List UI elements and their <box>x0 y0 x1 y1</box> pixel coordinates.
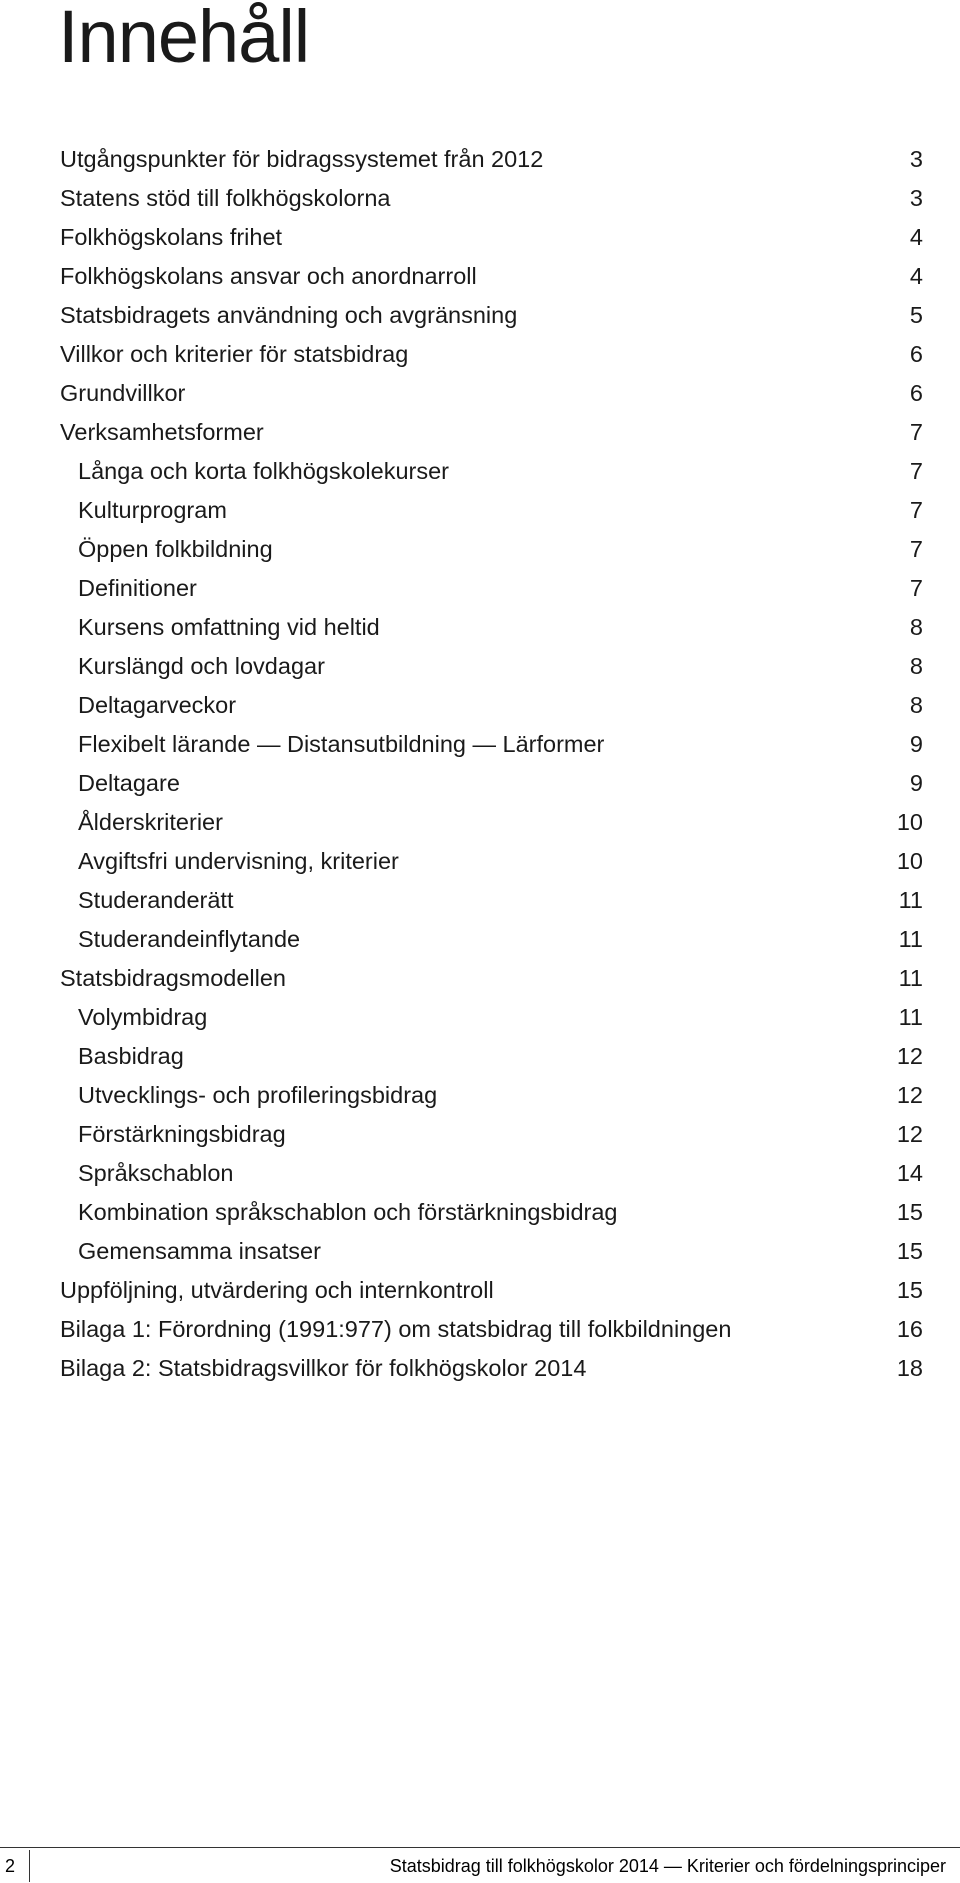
toc-entry-title: Statens stöd till folkhögskolorna <box>60 185 391 211</box>
toc-entry-title: Öppen folkbildning <box>78 536 273 562</box>
toc-entry-title: Långa och korta folkhögskolekurser <box>78 458 449 484</box>
toc-entry[interactable] <box>60 1076 923 1115</box>
toc-entry[interactable] <box>60 296 923 335</box>
toc-entry-page-number: 11 <box>898 1004 923 1030</box>
toc-entry[interactable] <box>60 959 923 998</box>
toc-entry[interactable] <box>60 998 923 1037</box>
toc-entry[interactable] <box>60 725 923 764</box>
toc-entry[interactable] <box>60 1115 923 1154</box>
toc-entry-title: Flexibelt lärande — Distansutbildning — Lärformer <box>78 731 605 757</box>
toc-entry-page-number: 14 <box>896 1160 923 1186</box>
toc-entry[interactable] <box>60 257 923 296</box>
toc-entry-title: Kursens omfattning vid heltid <box>78 614 380 640</box>
footer-document-title: Statsbidrag till folkhögskolor 2014 — Kriterier och fördelningsprinciper <box>389 1856 946 1876</box>
toc-entry[interactable] <box>60 881 923 920</box>
toc-entry-page-number: 7 <box>909 536 923 562</box>
toc-entry-title: Bilaga 1: Förordning (1991:977) om statsbidrag till folkbildningen <box>60 1316 732 1342</box>
toc-entry-page-number: 5 <box>909 302 923 328</box>
toc-entry[interactable] <box>60 491 923 530</box>
toc-entry-title: Definitioner <box>78 575 197 601</box>
toc-entry-page-number: 6 <box>909 341 923 367</box>
toc-entry-title: Utvecklings- och profileringsbidrag <box>78 1082 438 1108</box>
toc-entry-title: Folkhögskolans frihet <box>60 224 283 250</box>
toc-entry[interactable] <box>60 686 923 725</box>
toc-entry[interactable] <box>60 764 923 803</box>
toc-entry-title: Volymbidrag <box>78 1004 208 1030</box>
toc-entry[interactable] <box>60 608 923 647</box>
toc-entry-title: Avgiftsfri undervisning, kriterier <box>78 848 399 874</box>
toc-entry-page-number: 16 <box>896 1316 923 1342</box>
toc-entry-title: Kulturprogram <box>78 497 227 523</box>
toc-entry[interactable] <box>60 218 923 257</box>
toc-entry-page-number: 8 <box>909 653 923 679</box>
toc-entry-page-number: 8 <box>909 692 923 718</box>
toc-entry-title: Deltagarveckor <box>78 692 237 718</box>
toc-entry-page-number: 12 <box>896 1121 923 1147</box>
toc-entry-page-number: 12 <box>896 1082 923 1108</box>
toc-entry[interactable] <box>60 374 923 413</box>
toc-entry[interactable] <box>60 803 923 842</box>
toc-entry[interactable] <box>60 569 923 608</box>
toc-entry-page-number: 4 <box>909 263 923 289</box>
toc-entry-page-number: 12 <box>896 1043 923 1069</box>
toc-entry[interactable] <box>60 1310 923 1349</box>
toc-entry[interactable] <box>60 1349 923 1388</box>
toc-entry-title: Verksamhetsformer <box>60 419 264 445</box>
toc-entry-title: Studeranderätt <box>78 887 234 913</box>
toc-entry[interactable] <box>60 140 923 179</box>
toc-entry-page-number: 4 <box>909 224 923 250</box>
toc-entry-page-number: 9 <box>909 770 923 796</box>
toc-entry-page-number: 18 <box>896 1355 923 1381</box>
toc-entry-title: Studerandeinflytande <box>78 926 301 952</box>
toc-entry-title: Förstärkningsbidrag <box>78 1121 286 1147</box>
toc-entry-page-number: 7 <box>909 458 923 484</box>
toc-entry[interactable] <box>60 1154 923 1193</box>
toc-entry-title: Statsbidragets användning och avgränsning <box>60 302 518 328</box>
toc-entry-page-number: 6 <box>909 380 923 406</box>
toc-entry-title: Språkschablon <box>78 1160 234 1186</box>
page-title: Innehåll <box>58 0 310 78</box>
toc-entry[interactable] <box>60 1037 923 1076</box>
toc-entry-title: Kurslängd och lovdagar <box>78 653 325 679</box>
toc-entry[interactable] <box>60 1193 923 1232</box>
toc-entry-title: Folkhögskolans ansvar och anordnarroll <box>60 263 477 289</box>
toc-entry-page-number: 10 <box>896 848 923 874</box>
toc-entry[interactable] <box>60 920 923 959</box>
toc-entry-title: Gemensamma insatser <box>78 1238 321 1264</box>
toc-entry-title: Villkor och kriterier för statsbidrag <box>60 341 409 367</box>
toc-entry-page-number: 11 <box>898 926 923 952</box>
toc-entry-title: Kombination språkschablon och förstärkningsbidrag <box>78 1199 618 1225</box>
toc-entry-title: Basbidrag <box>78 1043 184 1069</box>
toc-entry[interactable] <box>60 179 923 218</box>
toc-entry-title: Uppföljning, utvärdering och internkontroll <box>60 1277 494 1303</box>
toc-entry-page-number: 7 <box>909 419 923 445</box>
toc-entry[interactable] <box>60 1232 923 1271</box>
table-of-contents <box>60 140 923 1388</box>
toc-entry[interactable] <box>60 413 923 452</box>
toc-entry-title: Deltagare <box>78 770 180 796</box>
toc-entry-page-number: 15 <box>896 1238 923 1264</box>
toc-entry-title: Grundvillkor <box>60 380 186 406</box>
toc-entry-page-number: 11 <box>898 965 923 991</box>
footer-page-number: 2 <box>5 1850 30 1882</box>
toc-entry[interactable] <box>60 647 923 686</box>
toc-entry[interactable] <box>60 530 923 569</box>
toc-entry-page-number: 15 <box>896 1277 923 1303</box>
toc-entry-title: Utgångspunkter för bidragssystemet från 2012 <box>60 146 544 172</box>
toc-entry[interactable] <box>60 335 923 374</box>
page-footer <box>0 1847 960 1883</box>
toc-entry-title: Ålderskriterier <box>78 809 223 835</box>
toc-entry-page-number: 3 <box>909 185 923 211</box>
toc-entry[interactable] <box>60 842 923 881</box>
toc-entry-page-number: 9 <box>909 731 923 757</box>
toc-entry-page-number: 3 <box>909 146 923 172</box>
toc-entry-page-number: 15 <box>896 1199 923 1225</box>
toc-entry-title: Bilaga 2: Statsbidragsvillkor för folkhögskolor 2014 <box>60 1355 587 1381</box>
toc-entry-title: Statsbidragsmodellen <box>60 965 286 991</box>
toc-entry-page-number: 10 <box>896 809 923 835</box>
toc-entry[interactable] <box>60 1271 923 1310</box>
toc-entry-page-number: 8 <box>909 614 923 640</box>
toc-entry-page-number: 11 <box>898 887 923 913</box>
toc-entry[interactable] <box>60 452 923 491</box>
toc-entry-page-number: 7 <box>909 575 923 601</box>
toc-entry-page-number: 7 <box>909 497 923 523</box>
